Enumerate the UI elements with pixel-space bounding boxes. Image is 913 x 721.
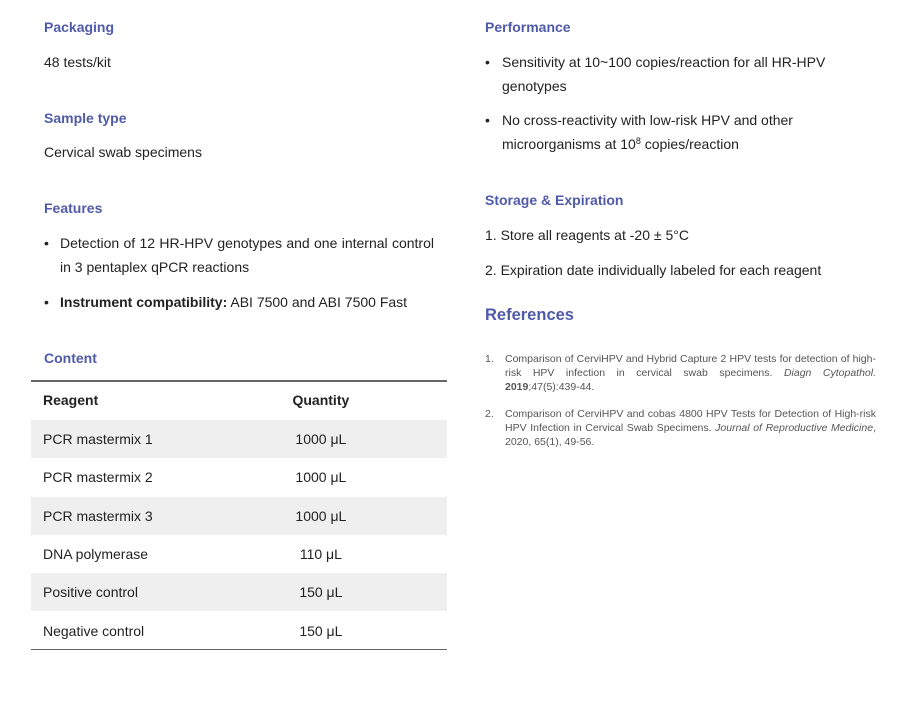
reagent-cell: Positive control: [43, 584, 138, 601]
quantity-cell: 1000 μL: [295, 507, 347, 524]
content-heading: Content: [44, 350, 97, 366]
reagent-cell: PCR mastermix 3: [43, 507, 153, 524]
table-row: [31, 611, 447, 649]
performance-item-2: [485, 108, 865, 156]
references-heading: References: [485, 306, 574, 324]
storage-item-2: 2. Expiration date individually labeled for each reagent: [485, 262, 822, 278]
performance-heading: Performance: [485, 19, 571, 35]
performance-item-1-text: Sensitivity at 10~100 copies/reaction for all HR-HPV genotypes: [502, 54, 826, 94]
features-item-1: [44, 231, 434, 279]
reagent-cell: DNA polymerase: [43, 546, 149, 563]
table-row: [31, 535, 447, 573]
features-heading: Features: [44, 200, 103, 216]
content-table: [31, 380, 447, 650]
table-header-row: [31, 380, 447, 420]
sample-type-heading: Sample type: [44, 110, 127, 126]
packaging-heading: Packaging: [44, 19, 115, 35]
reagent-cell: PCR mastermix 1: [43, 431, 153, 448]
quantity-cell: 1000 μL: [295, 469, 347, 486]
storage-item-1: 1. Store all reagents at -20 ± 5°C: [485, 227, 689, 243]
reference-number: 1.: [485, 353, 494, 365]
quantity-cell: 150 μL: [299, 584, 343, 601]
reagent-cell: Negative control: [43, 622, 145, 639]
packaging-value: 48 tests/kit: [44, 54, 111, 70]
reference-text: Comparison of CerviHPV and cobas 4800 HPV Tests for Detection of High-risk HPV Infection in Cervical Swab Specimens. Journal of Reproductive Medicine, 2020, 65(1), 49-56.: [505, 408, 876, 448]
column-header-quantity: Quantity: [292, 392, 350, 408]
table-row: [31, 458, 447, 496]
bullet-icon: •: [44, 235, 49, 251]
performance-item-1: [485, 50, 865, 98]
table-bottom-rule: [31, 649, 447, 650]
instrument-compatibility-label: Instrument compatibility:: [60, 294, 228, 310]
reference-item-1: [485, 352, 876, 394]
table-row: [31, 497, 447, 535]
instrument-compatibility-value: ABI 7500 and ABI 7500 Fast: [230, 294, 408, 310]
table-row: [31, 420, 447, 458]
bullet-icon: •: [485, 54, 490, 70]
column-header-reagent: Reagent: [43, 392, 99, 408]
quantity-cell: 1000 μL: [295, 431, 347, 448]
bullet-icon: •: [44, 294, 49, 310]
features-item-2: [44, 290, 434, 314]
reference-number: 2.: [485, 408, 494, 420]
performance-item-2-text: No cross-reactivity with low-risk HPV and other microorganisms at $10^8$ copies/reaction: [502, 112, 793, 152]
bullet-icon: •: [485, 112, 490, 128]
reagent-cell: PCR mastermix 2: [43, 469, 153, 486]
quantity-cell: 110 μL: [299, 546, 342, 563]
sample-type-value: Cervical swab specimens: [44, 144, 202, 160]
storage-heading: Storage & Expiration: [485, 192, 624, 208]
features-item-1-text: Detection of 12 HR-HPV genotypes and one internal control in 3 pentaplex qPCR reactions: [60, 235, 434, 275]
reference-item-2: [485, 407, 876, 449]
reference-text: Comparison of CerviHPV and Hybrid Capture 2 HPV tests for detection of high-risk HPV infection in cervical swab specimens. Diagn Cytopathol. 2019;47(5):439-44.: [505, 353, 877, 393]
table-row: [31, 573, 447, 611]
quantity-cell: 150 μL: [299, 622, 343, 639]
